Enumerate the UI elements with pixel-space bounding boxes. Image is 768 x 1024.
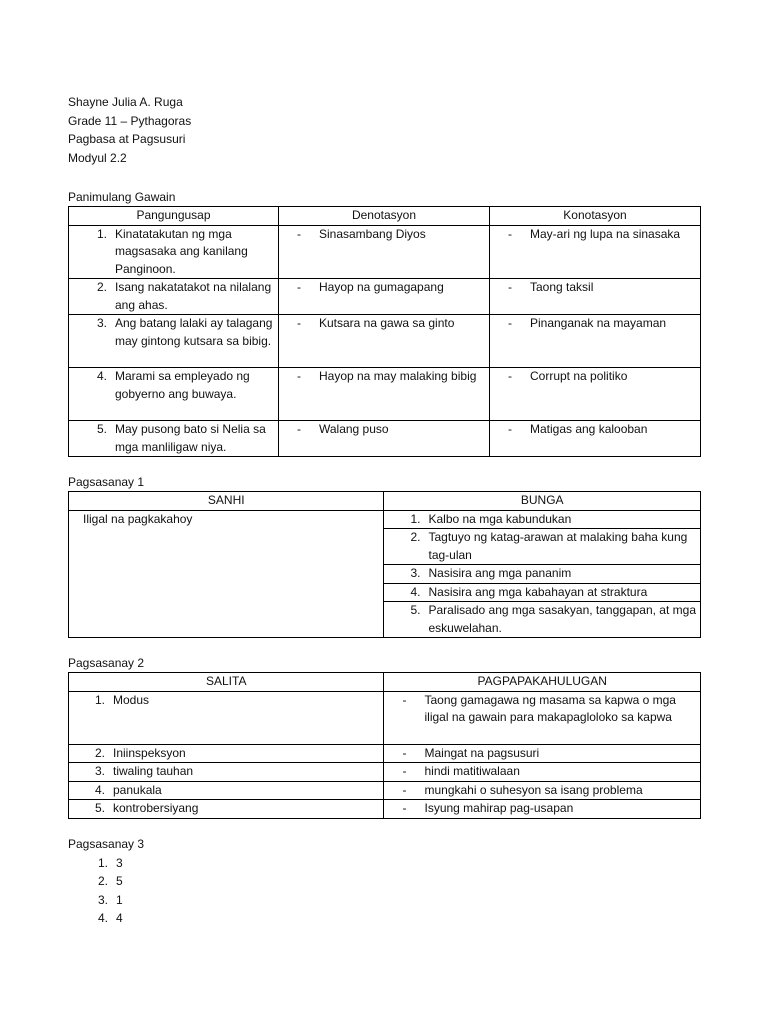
konotasyon-text: Pinanganak na mayaman bbox=[529, 316, 667, 330]
kahulugan-text: Isyung mahirap pag-usapan bbox=[424, 801, 574, 815]
table-row bbox=[69, 279, 701, 315]
row-number: 5. bbox=[410, 603, 421, 617]
student-name: Shayne Julia A. Ruga bbox=[68, 95, 183, 109]
bunga-text: Kalbo na mga kabundukan bbox=[428, 511, 572, 526]
bunga-text: Tagtuyo ng katag-arawan at malaking baha kung tag-ulan bbox=[428, 530, 688, 562]
list-item bbox=[68, 872, 123, 890]
table-row bbox=[69, 763, 701, 782]
list-item bbox=[68, 909, 123, 927]
denotasyon-text: Kutsara na gawa sa ginto bbox=[318, 316, 455, 330]
bunga-text: Paralisado ang mga sasakyan, tanggapan, at mga eskuwelahan. bbox=[428, 603, 696, 635]
row-number: 3. bbox=[410, 566, 421, 580]
pagsasanay1-table bbox=[68, 491, 701, 638]
item-number: 3. bbox=[97, 892, 108, 907]
grade-section: Grade 11 – Pythagoras bbox=[68, 113, 192, 128]
dash-bullet: - bbox=[402, 801, 407, 815]
pangungusap-text: Marami sa empleyado ng gobyerno ang buwaya. bbox=[115, 369, 250, 401]
bunga-text: Nasisira ang mga kabahayan at straktura bbox=[428, 584, 648, 599]
column-header: Pangungusap bbox=[69, 207, 279, 226]
column-header: SALITA bbox=[69, 673, 384, 692]
konotasyon-text: Matigas ang kalooban bbox=[529, 422, 648, 436]
column-header: PAGPAPAKAHULUGAN bbox=[384, 673, 701, 692]
salita-text: Modus bbox=[113, 692, 150, 707]
row-number: 4. bbox=[96, 369, 107, 383]
table-row bbox=[69, 800, 701, 819]
row-number: 4. bbox=[410, 584, 421, 599]
dash-bullet: - bbox=[507, 369, 512, 383]
dash-bullet: - bbox=[296, 422, 301, 436]
dash-bullet: - bbox=[296, 280, 301, 294]
denotasyon-text: Hayop na may malaking bibig bbox=[318, 369, 477, 383]
table-row bbox=[69, 225, 701, 279]
dash-bullet: - bbox=[296, 226, 301, 241]
kahulugan-text: Taong gamagawa ng masama sa kapwa o mga iligal na gawain para makapagloloko sa kapwa bbox=[424, 692, 676, 724]
salita-text: kontrobersiyang bbox=[113, 801, 199, 815]
pagsasanay3-list bbox=[68, 854, 123, 927]
list-item bbox=[68, 891, 123, 909]
row-number: 5. bbox=[94, 801, 105, 815]
row-number: 1. bbox=[96, 226, 107, 241]
pangungusap-text: May pusong bato si Nelia sa mga manliligaw niya. bbox=[115, 422, 266, 454]
item-answer: 1 bbox=[116, 892, 123, 907]
dash-bullet: - bbox=[507, 316, 512, 330]
dash-bullet: - bbox=[507, 280, 512, 294]
denotasyon-text: Hayop na gumagapang bbox=[318, 280, 444, 294]
dash-bullet: - bbox=[402, 764, 407, 778]
dash-bullet: - bbox=[507, 422, 512, 436]
salita-text: Iniinspeksyon bbox=[113, 745, 186, 760]
panimula-table bbox=[68, 206, 701, 457]
item-answer: 4 bbox=[116, 910, 123, 925]
module-name: Modyul 2.2 bbox=[68, 150, 127, 165]
subject-name: Pagbasa at Pagsusuri bbox=[68, 132, 186, 146]
table-row bbox=[69, 510, 701, 529]
denotasyon-text: Walang puso bbox=[318, 422, 389, 436]
panimula-label: Panimulang Gawain bbox=[68, 190, 176, 204]
column-header: Denotasyon bbox=[278, 207, 489, 226]
row-number: 2. bbox=[410, 530, 421, 544]
row-number: 2. bbox=[96, 280, 107, 294]
item-number: 1. bbox=[97, 856, 108, 870]
sanhi-text: Iligal na pagkakahoy bbox=[83, 511, 193, 526]
table-header-row bbox=[69, 673, 701, 692]
row-number: 3. bbox=[96, 316, 107, 330]
kahulugan-text: hindi matitiwalaan bbox=[424, 764, 520, 778]
denotasyon-text: Sinasambang Diyos bbox=[318, 226, 426, 241]
konotasyon-text: Taong taksil bbox=[529, 280, 594, 294]
column-header: BUNGA bbox=[384, 492, 701, 511]
pangungusap-text: Ang batang lalaki ay talagang may gintong kutsara sa bibig. bbox=[115, 316, 273, 348]
row-number: 2. bbox=[94, 745, 105, 760]
item-answer: 3 bbox=[116, 856, 123, 870]
row-number: 5. bbox=[96, 422, 107, 436]
table-row bbox=[69, 368, 701, 421]
row-number: 3. bbox=[94, 764, 105, 778]
table-header-row bbox=[69, 492, 701, 511]
table-row bbox=[69, 691, 701, 744]
item-answer: 5 bbox=[116, 874, 123, 889]
column-header: SANHI bbox=[69, 492, 384, 511]
table-row bbox=[69, 781, 701, 800]
salita-text: tiwaling tauhan bbox=[113, 764, 194, 778]
dash-bullet: - bbox=[402, 745, 407, 760]
row-number: 1. bbox=[94, 692, 105, 707]
salita-text: panukala bbox=[113, 782, 162, 797]
pagsasanay1-label: Pagsasanay 1 bbox=[68, 475, 145, 489]
list-item bbox=[68, 854, 123, 872]
pagsasanay2-label: Pagsasanay 2 bbox=[68, 656, 145, 670]
table-row bbox=[69, 744, 701, 763]
pagsasanay2-table bbox=[68, 672, 701, 819]
pangungusap-text: Isang nakatatakot na nilalang ang ahas. bbox=[115, 280, 272, 312]
document-header bbox=[68, 93, 191, 167]
dash-bullet: - bbox=[402, 692, 407, 707]
kahulugan-text: mungkahi o suhesyon sa isang problema bbox=[424, 782, 643, 797]
item-number: 4. bbox=[97, 910, 108, 925]
konotasyon-text: May-ari ng lupa na sinasaka bbox=[529, 226, 681, 241]
konotasyon-text: Corrupt na politiko bbox=[529, 369, 628, 383]
dash-bullet: - bbox=[402, 782, 407, 797]
table-row bbox=[69, 421, 701, 457]
dash-bullet: - bbox=[296, 316, 301, 330]
kahulugan-text: Maingat na pagsusuri bbox=[424, 745, 540, 760]
row-number: 1. bbox=[410, 511, 421, 526]
pangungusap-text: Kinatatakutan ng mga magsasaka ang kanilang Panginoon. bbox=[115, 226, 248, 276]
pagsasanay3-label: Pagsasanay 3 bbox=[68, 837, 145, 851]
item-number: 2. bbox=[97, 874, 108, 889]
bunga-text: Nasisira ang mga pananim bbox=[428, 566, 572, 580]
table-row bbox=[69, 315, 701, 368]
dash-bullet: - bbox=[507, 226, 512, 241]
dash-bullet: - bbox=[296, 369, 301, 383]
column-header: Konotasyon bbox=[489, 207, 700, 226]
row-number: 4. bbox=[94, 782, 105, 797]
table-header-row bbox=[69, 207, 701, 226]
